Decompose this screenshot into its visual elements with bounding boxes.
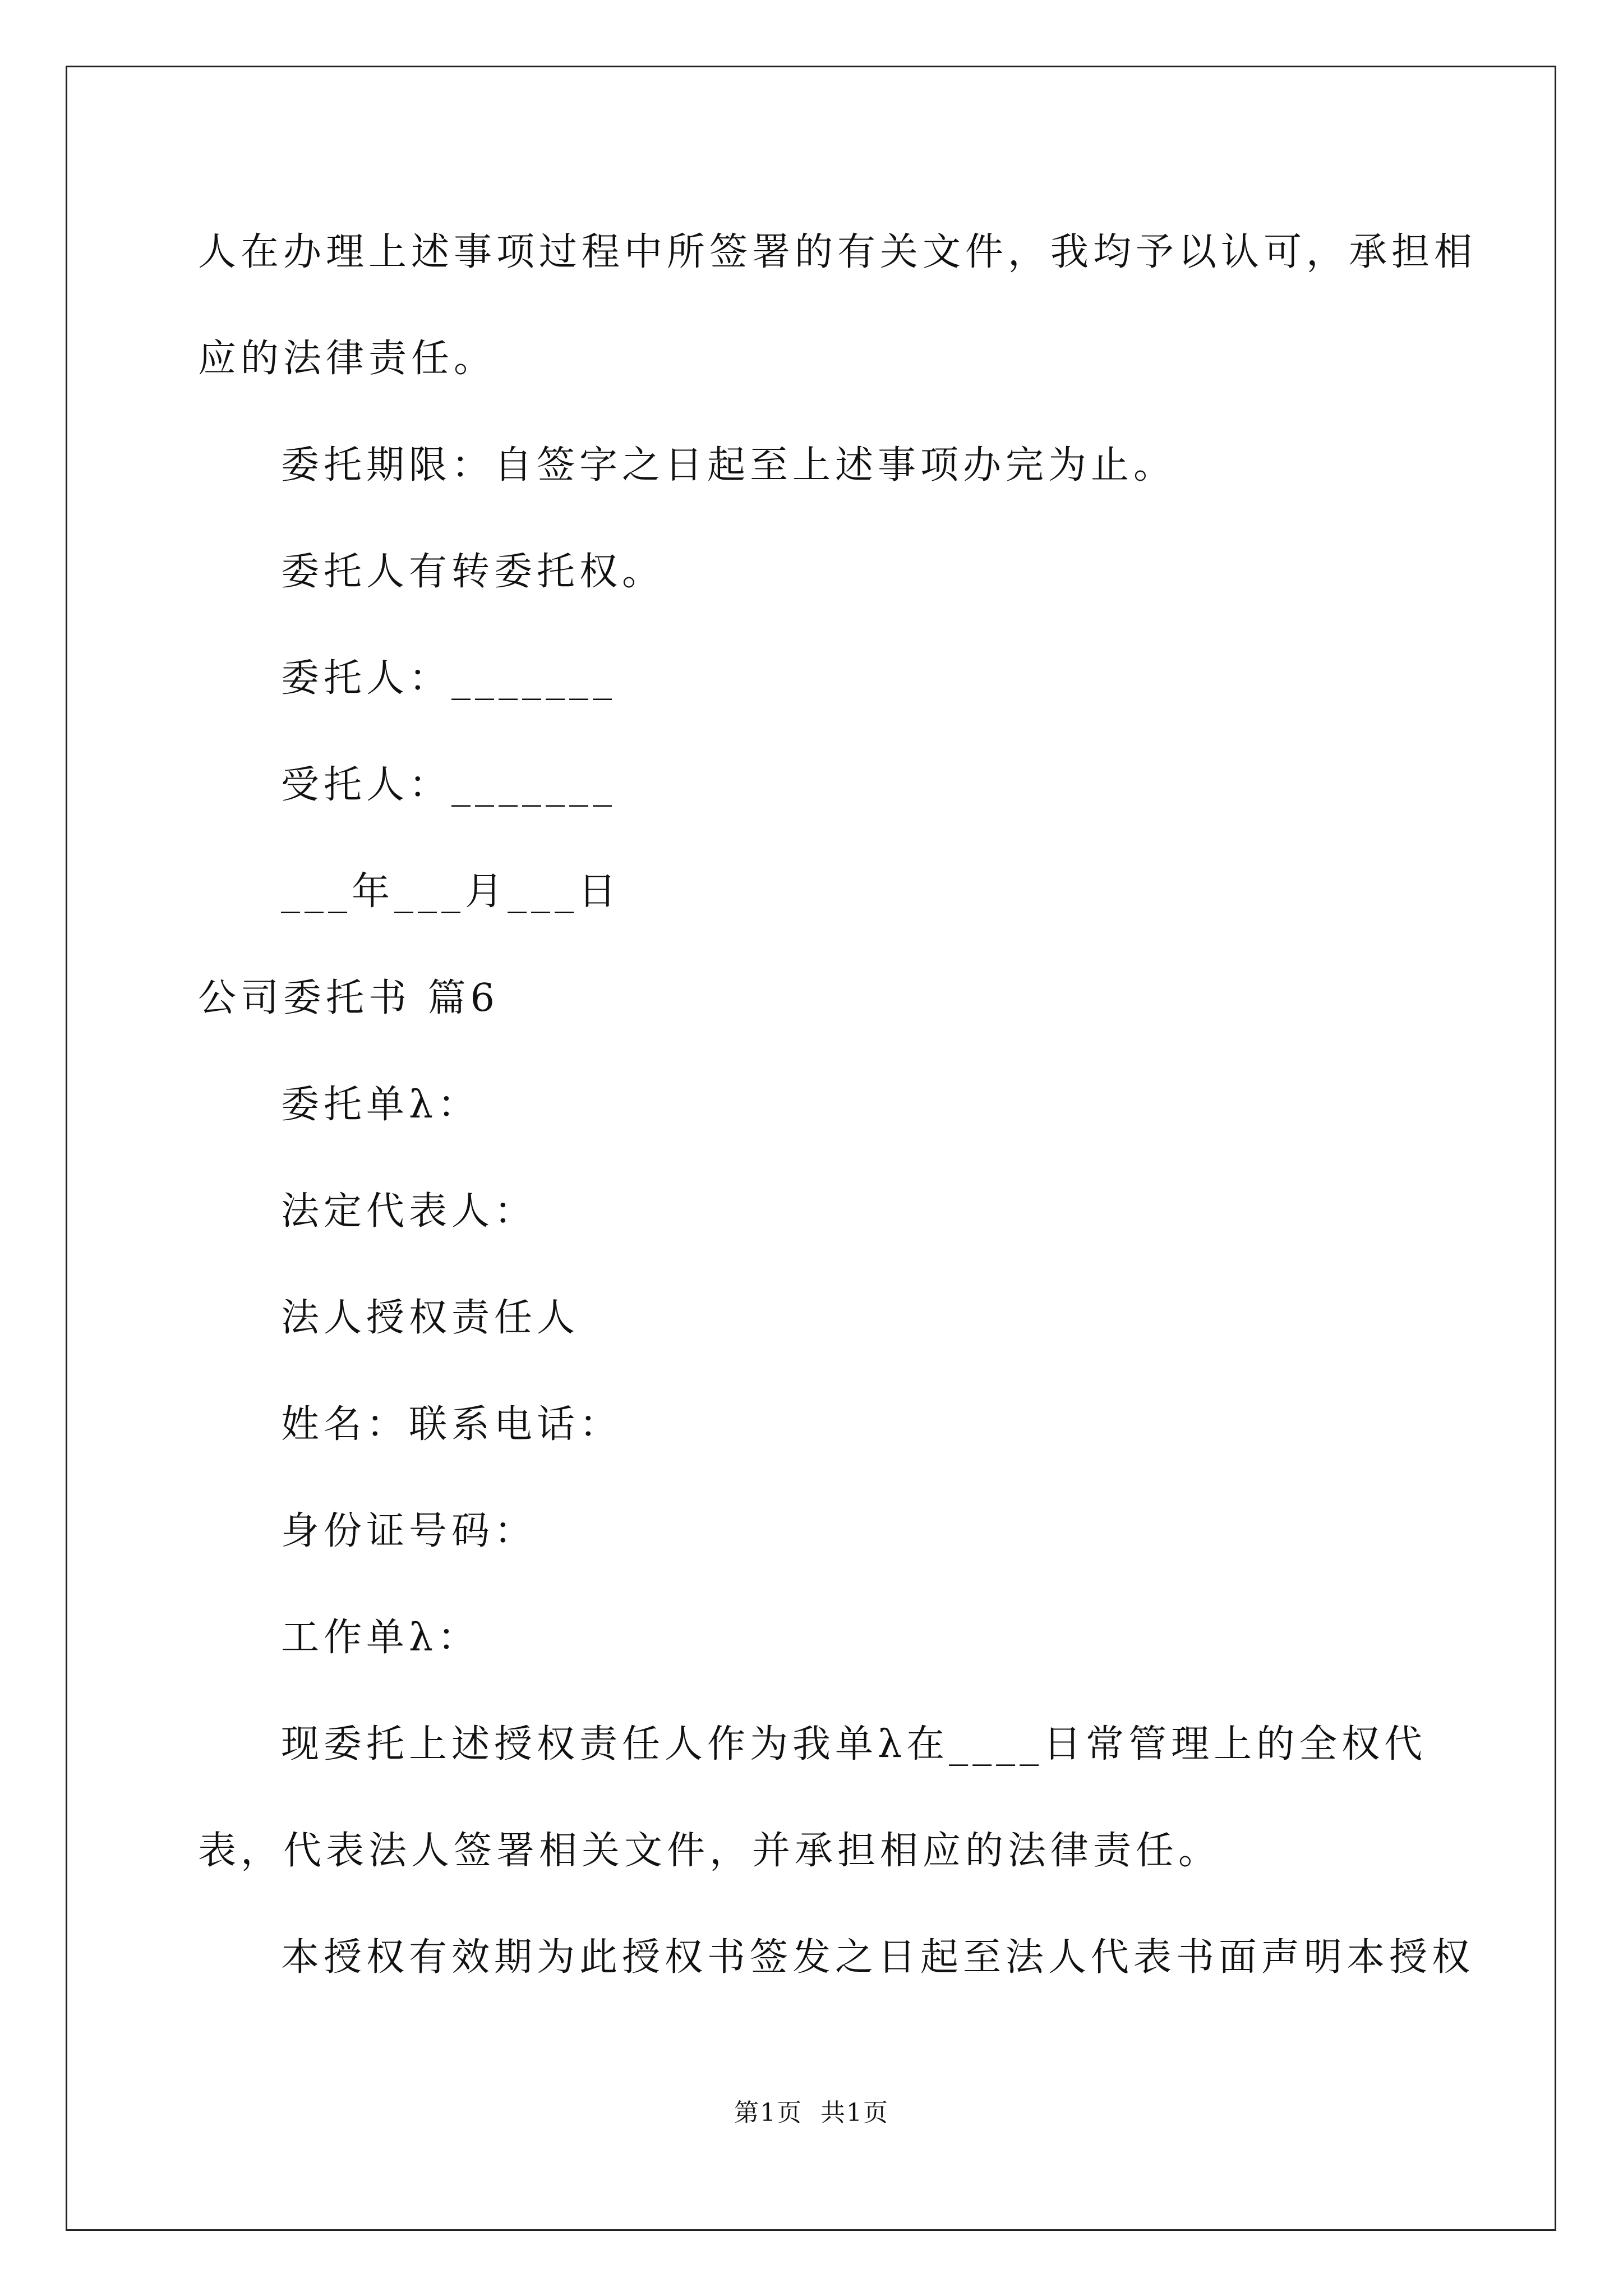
page-number-footer: 第1页 共1页 <box>734 2099 889 2127</box>
sub-delegation-line: 委托人有转委托权。 <box>281 550 665 594</box>
section-heading: 公司委托书 篇6 <box>198 976 499 1020</box>
authorization-paragraph-line: 表，代表法人签署相关文件，并承担相应的法律责任。 <box>198 1829 1221 1873</box>
name-phone-field: 姓名：联系电话： <box>281 1402 623 1447</box>
id-number-field: 身份证号码： <box>281 1509 537 1553</box>
entrust-period-line: 委托期限：自签字之日起至上述事项办完为止。 <box>281 443 1177 487</box>
legal-representative-field: 法定代表人： <box>281 1189 537 1234</box>
agent-signature-line: 受托人：_______ <box>281 763 617 807</box>
entrusting-unit-field: 委托单λ： <box>281 1083 481 1127</box>
document-body <box>198 222 1477 2033</box>
date-line: ___年___月___日 <box>281 869 621 914</box>
paragraph-line: 应的法律责任。 <box>198 337 497 381</box>
validity-paragraph-line: 本授权有效期为此授权书签发之日起至法人代表书面声明本授权 <box>281 1935 1475 1980</box>
principal-signature-line: 委托人：_______ <box>281 656 617 701</box>
authorized-person-field: 法人授权责任人 <box>281 1296 580 1340</box>
work-unit-field: 工作单λ： <box>281 1616 481 1660</box>
paragraph-line: 人在办理上述事项过程中所签署的有关文件，我均予以认可，承担相 <box>198 230 1477 274</box>
authorization-paragraph-line: 现委托上述授权责任人作为我单λ在____日常管理上的全权代 <box>281 1722 1427 1766</box>
